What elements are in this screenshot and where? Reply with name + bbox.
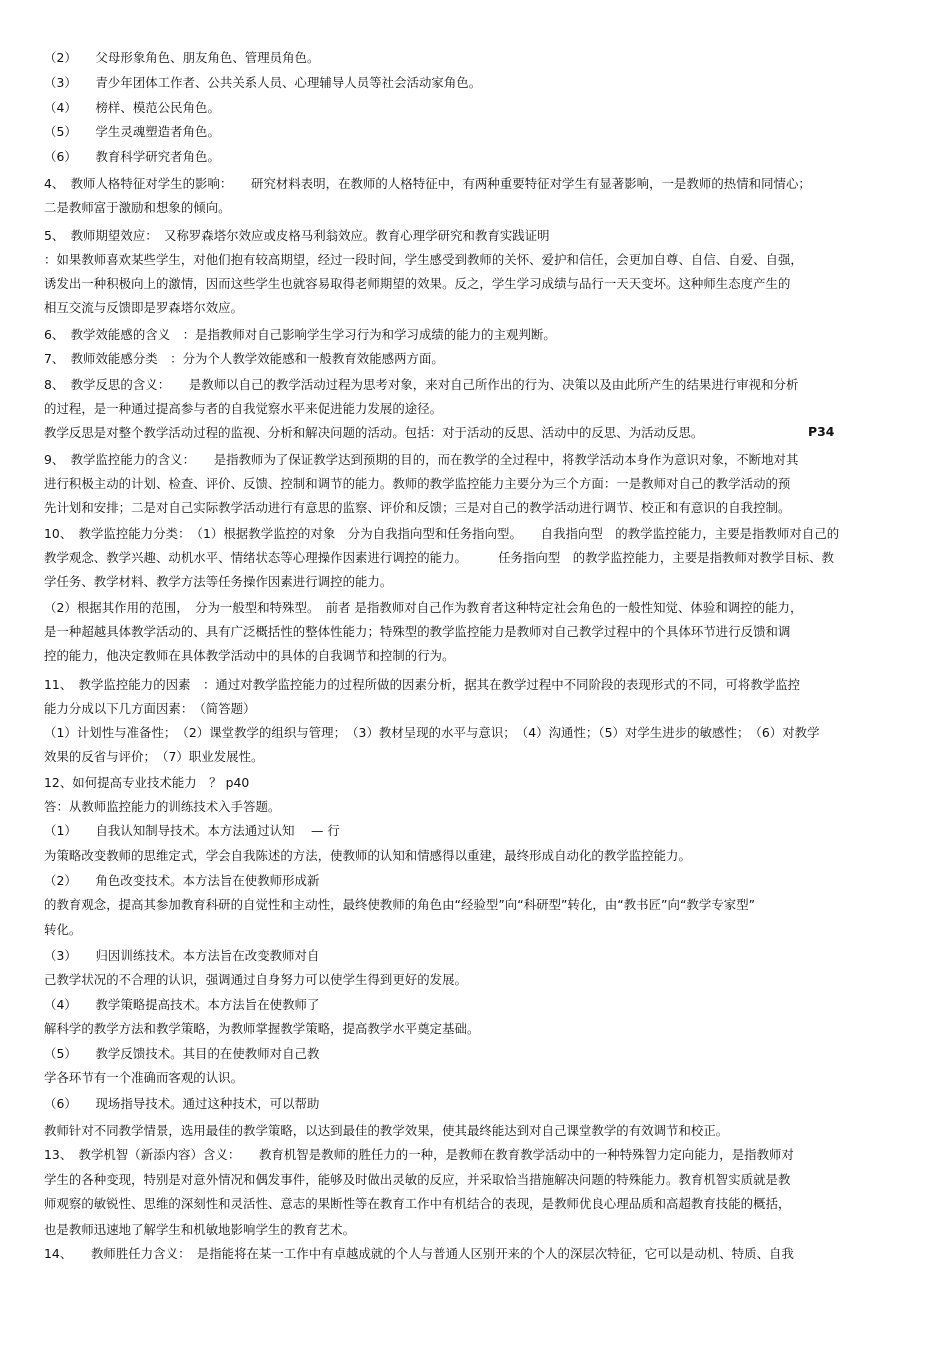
text-line: （6） 教育科学研究者角色。	[44, 149, 220, 164]
text-line: （2）根据其作用的范围， 分为一般型和特殊型。 前者 是指教师对自己作为教育者这种特定社会角色的一般性知觉、体验和调控的能力，	[44, 600, 803, 615]
text-line: 解科学的教学方法和教学策略，为教师掌握教学策略，提高教学水平奠定基础。	[44, 1021, 480, 1036]
text-line: 的教育观念，提高其参加教育科研的自觉性和主动性，最终使教师的角色由“经验型”向“科研型”转化，由“教书匠”向“教学专家型”	[44, 897, 756, 912]
text-line: （4） 教学策略提高技术。本方法旨在使教师了	[44, 997, 320, 1012]
text-line: 师观察的敏锐性、思维的深刻性和灵活性、意志的果断性等在教育工作中有机结合的表现，是教师优良心理品质和高超教育技能的概括，	[44, 1196, 791, 1211]
text-line: （3） 归因训练技术。本方法旨在改变教师对自	[44, 948, 320, 963]
text-line: （2） 角色改变技术。本方法旨在使教师形成新	[44, 873, 320, 888]
text-line: （1） 自我认知制导技术。本方法通过认知 — 行	[44, 823, 340, 838]
text-line: 进行积极主动的计划、检查、评价、反馈、控制和调节的能力。教师的教学监控能力主要分为三个方面：一是教师对自己的教学活动的预	[44, 476, 791, 491]
text-line: 的过程，是一种通过提高参与者的自我觉察水平来促进能力发展的途径。	[44, 401, 443, 416]
text-line: 诱发出一种积极向上的激情，因而这些学生也就容易取得老师期望的效果。反之，学生学习成绩与品行一天天变坏。这种师生态度产生的	[44, 276, 791, 291]
text-line: 能力分成以下几方面因素： （简答题）	[44, 701, 256, 716]
text-line: 二是教师富于激励和想象的倾向。	[44, 200, 231, 215]
text-line: 教学反思是对整个教学活动过程的监视、分析和解决问题的活动。包括：对于活动的反思、活动中的反思、为活动反思。	[44, 425, 704, 440]
text-line: 己教学状况的不合理的认识，强调通过自身努力可以使学生得到更好的发展。	[44, 972, 467, 987]
text-line: 10、 教学监控能力分类： （1）根据教学监控的对象 分为自我指向型和任务指向型。 自我指向型 的教学监控能力，主要是指教师对自己的	[44, 526, 840, 541]
text-line: 也是教师迅速地了解学生和机敏地影响学生的教育艺术。	[44, 1222, 356, 1237]
text-line: 是一种超越具体教学活动的、具有广泛概括性的整体性能力；特殊型的教学监控能力是教师对自己教学过程中的个具体环节进行反馈和调	[44, 624, 791, 639]
text-line: 5、 教师期望效应： 又称罗森塔尔效应或皮格马利翁效应。教育心理学研究和教育实践证明	[44, 228, 550, 243]
text-line: 为策略改变教师的思维定式，学会自我陈述的方法，使教师的认知和情感得以重建，最终形成自动化的教学监控能力。	[44, 848, 691, 863]
text-line: 6、 教学效能感的含义 ：是指教师对自己影响学生学习行为和学习成绩的能力的主观判断。	[44, 327, 556, 342]
text-line: （5） 教学反馈技术。其目的在使教师对自己教	[44, 1046, 320, 1061]
text-line: 7、 教师效能感分类 ：分为个人教学效能感和一般教育效能感两方面。	[44, 351, 444, 366]
text-line: 答：从教师监控能力的训练技术入手答题。	[44, 799, 281, 814]
page-reference: P34	[808, 424, 835, 439]
text-line: 11、 教学监控能力的因素 ：通过对教学监控能力的过程所做的因素分析，据其在教学过程中不同阶段的表现形式的不同，可将教学监控	[44, 677, 801, 692]
text-line: 相互交流与反馈即是罗森塔尔效应。	[44, 300, 244, 315]
text-line: （4） 榜样、模范公民角色。	[44, 100, 220, 115]
text-line: 8、 教学反思的含义： 是教师以自己的教学活动过程为思考对象，来对自己所作出的行为、决策以及由此所产生的结果进行审视和分析	[44, 377, 799, 392]
text-line: 学生的各种变现，特别是对意外情况和偶发事件，能够及时做出灵敏的反应，并采取恰当措施解决问题的特殊能力。教育机智实质就是教	[44, 1172, 791, 1187]
text-line: 13、 教学机智（新添内容）含义： 教育机智是教师的胜任力的一种，是教师在教育教学活动中的一种特殊智力定向能力，是指教师对	[44, 1147, 794, 1162]
text-line: 9、 教学监控能力的含义： 是指教师为了保证教学达到预期的目的，而在教学的全过程中，将教学活动本身作为意识对象，不断地对其	[44, 452, 799, 467]
text-line: 效果的反省与评价； （7）职业发展性。	[44, 749, 264, 764]
text-line: （2） 父母形象角色、朋友角色、管理员角色。	[44, 50, 320, 65]
text-line: （1）计划性与准备性； （2）课堂教学的组织与管理； （3）教材呈现的水平与意识； （4）沟通性；（5）对学生进步的敏感性； （6）对教学	[44, 725, 820, 740]
text-line: 14、 教师胜任力含义： 是指能将在某一工作中有卓越成就的个人与普通人区别开来的个人的深层次特征，它可以是动机、特质、自我	[44, 1246, 794, 1261]
text-line: （5） 学生灵魂塑造者角色。	[44, 124, 220, 139]
text-line: 12、如何提高专业技术能力 ？ p40	[44, 775, 250, 790]
text-line: 学各环节有一个准确而客观的认识。	[44, 1070, 244, 1085]
text-line: 控的能力，他决定教师在具体教学活动中的具体的自我调节和控制的行为。	[44, 648, 455, 663]
text-line: （3） 青少年团体工作者、公共关系人员、心理辅导人员等社会活动家角色。	[44, 75, 482, 90]
text-line: 教师针对不同教学情景，选用最佳的教学策略，以达到最佳的教学效果，使其最终能达到对自己课堂教学的有效调节和校正。	[44, 1123, 729, 1138]
text-line: 转化。	[44, 922, 82, 937]
text-line: 教学观念、教学兴趣、动机水平、情绪状态等心理操作因素进行调控的能力。 任务指向型 的教学监控能力，主要是指教师对教学目标、教	[44, 550, 834, 565]
text-line: ：如果教师喜欢某些学生，对他们抱有较高期望，经过一段时间，学生感受到教师的关怀、爱护和信任，会更加自尊、自信、自爱、自强，	[44, 252, 803, 267]
text-line: （6） 现场指导技术。通过这种技术，可以帮助	[44, 1096, 320, 1111]
text-line: 4、 教师人格特征对学生的影响： 研究材料表明，在教师的人格特征中，有两种重要特征对学生有显著影响，一是教师的热情和同情心；	[44, 176, 811, 191]
text-line: 先计划和安排；二是对自己实际教学活动进行有意思的监察、评价和反馈；三是对自己的教学活动进行调节、校正和有意识的自我控制。	[44, 500, 791, 515]
text-line: 学任务、教学材料、教学方法等任务操作因素进行调控的能力。	[44, 574, 393, 589]
